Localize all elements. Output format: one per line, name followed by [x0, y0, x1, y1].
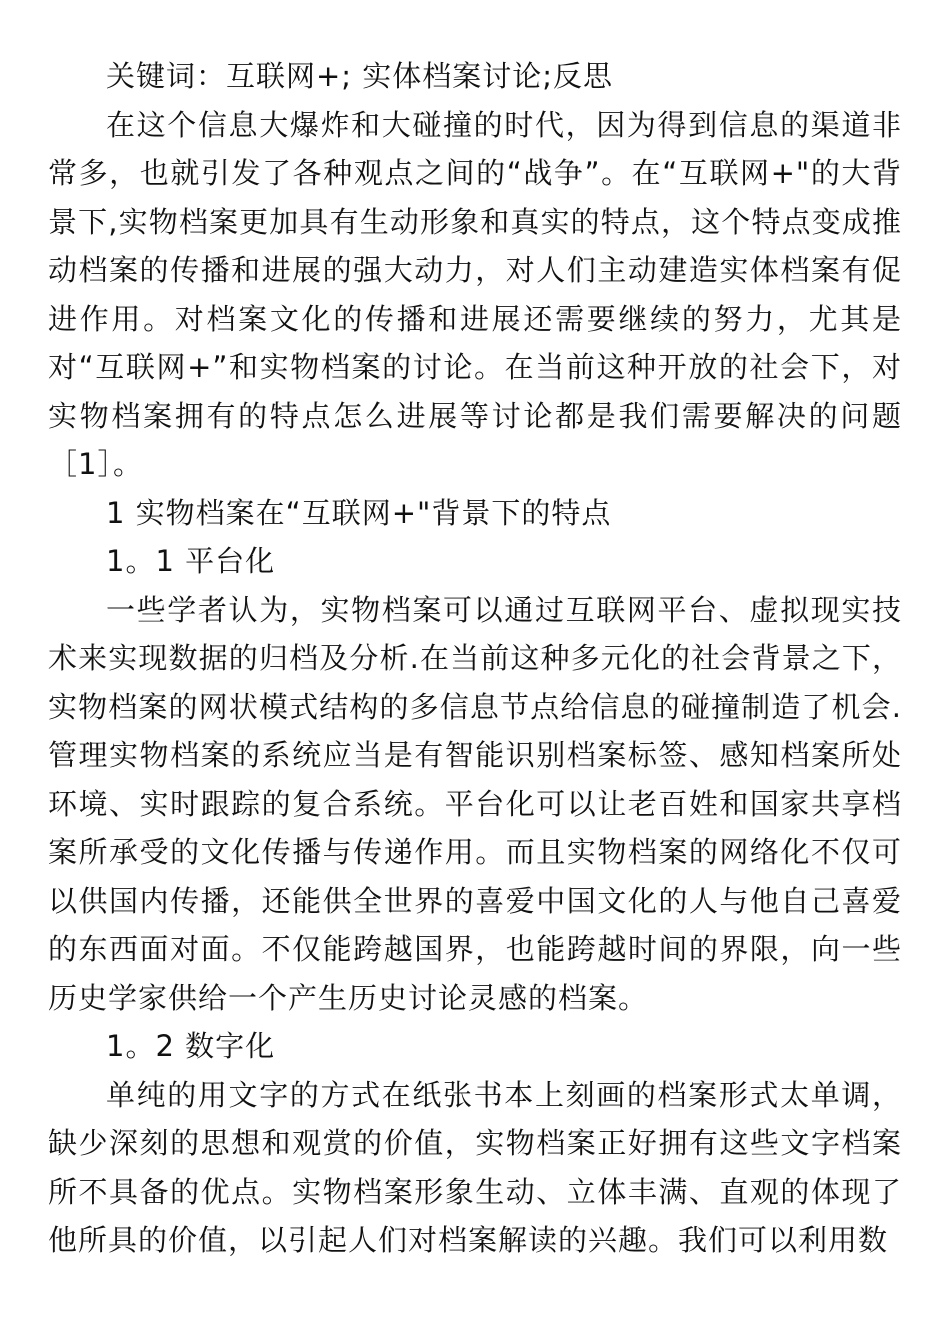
- subsection-heading-1-1: 1。1 平台化: [106, 544, 276, 578]
- section-heading-1: 1 实物档案在“互联网+"背景下的特点: [106, 495, 612, 530]
- subsection-heading-1-2: 1。2 数字化: [106, 1029, 276, 1063]
- document-page: [48, 52, 902, 1265]
- digitization-paragraph: 单纯的用文字的方式在纸张书本上刻画的档案形式太单调，缺少深刻的思想和观赏的价值，实物档案正好拥有这些文字档案所不具备的优点。实物档案形象生动、立体丰满、直观的体现了他所具的价值，以引起人们对档案解读的兴趣。我们可以利用数: [48, 1077, 902, 1257]
- platform-paragraph: 一些学者认为，实物档案可以通过互联网平台、虚拟现实技术来实现数据的归档及分析.在当前这种多元化的社会背景之下，实物档案的网状模式结构的多信息节点给信息的碰撞制造了机会.管理实物档案的系统应当是有智能识别档案标签、感知档案所处环境、实时跟踪的复合系统。平台化可以让老百姓和国家共享档案所承受的文化传播与传递作用。而且实物档案的网络化不仅可以供国内传播，还能供全世界的喜爱中国文化的人与他自己喜爱的东西面对面。不仅能跨越国界，也能跨越时间的界限，向一些历史学家供给一个产生历史讨论灵感的档案。: [48, 592, 902, 1015]
- intro-paragraph: 在这个信息大爆炸和大碰撞的时代，因为得到信息的渠道非常多，也就引发了各种观点之间的“战争”。在“互联网+"的大背景下,实物档案更加具有生动形象和真实的特点，这个特点变成推动档案的传播和进展的强大动力，对人们主动建造实体档案有促进作用。对档案文化的传播和进展还需要继续的努力，尤其是对“互联网+”和实物档案的讨论。在当前这种开放的社会下，对实物档案拥有的特点怎么进展等讨论都是我们需要解决的问题［1］。: [48, 107, 902, 481]
- keywords-line: 关键词：互联网+; 实体档案讨论;反思: [106, 59, 614, 93]
